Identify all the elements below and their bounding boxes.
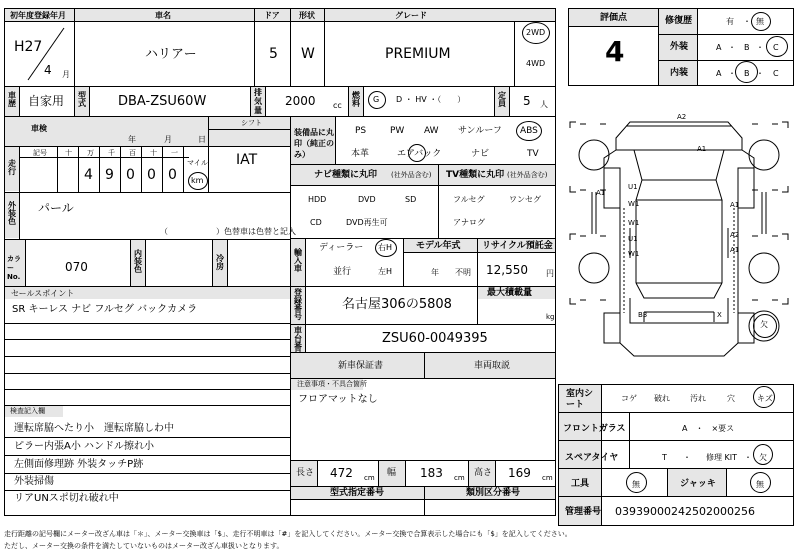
equip-leather: 本革 [351, 149, 370, 159]
cc-unit: cc [333, 101, 342, 110]
mark-a1-center: A1 [697, 145, 707, 153]
mark-a1-r2: A1 [730, 246, 740, 254]
mark-a1-left: A1 [596, 189, 606, 197]
import-label: 輸入車 [294, 248, 302, 273]
score-label: 評価点 [600, 13, 628, 23]
mark-w1-l3: W1 [628, 250, 640, 258]
int-dot1: ・ [728, 69, 736, 78]
exterior-label: 外装 [670, 42, 689, 52]
ac-label: 冷房 [216, 254, 224, 271]
mark-w1-l1: W1 [628, 200, 640, 208]
import-parallel: 並行 [333, 267, 352, 277]
equip-tv: TV [527, 149, 539, 159]
seat-burn: コゲ [621, 394, 637, 403]
tools-value: 無 [632, 480, 640, 489]
manual-doc: 車両取説 [474, 361, 511, 371]
repair-none: 無 [756, 17, 764, 26]
mileage-digit-5: 0 [168, 167, 177, 183]
fuel-label: 燃料 [352, 91, 360, 108]
capacity-label: 定員 [498, 91, 506, 108]
model-year-label: モデル年式 [416, 241, 461, 251]
mileage-unit-0: 記号 [33, 149, 47, 157]
color-no-label: カラーNo. [7, 255, 21, 281]
fuel-g: G [373, 95, 380, 104]
max-load-label: 最大積載量 [487, 288, 533, 298]
mark-a1-r1: A1 [730, 201, 740, 209]
mileage-unit-6: 一 [171, 149, 178, 157]
mark-u1-l2: U1 [628, 235, 638, 243]
max-load-kg: kg [546, 313, 555, 321]
grade: PREMIUM [385, 46, 451, 62]
year-value: H27 [14, 39, 43, 55]
height-cm: cm [542, 474, 553, 482]
warranty-doc: 新車保証書 [338, 361, 384, 371]
model-name-label: 車名 [155, 11, 171, 20]
tv-analog: アナログ [453, 218, 485, 227]
length-value: 472 [330, 466, 353, 480]
score-value: 4 [605, 35, 625, 68]
seat-tear: 破れ [654, 394, 670, 403]
import-right-h: 右H [378, 243, 393, 252]
import-dealer: ディーラー [319, 243, 364, 253]
chassis-label: 車台番 [294, 326, 302, 351]
equip-aw: AW [424, 126, 439, 136]
navi-hdd: HDD [308, 195, 327, 204]
spare-missing: 欠 [759, 453, 767, 462]
height-value: 169 [508, 466, 531, 480]
shape: W [301, 46, 315, 62]
ext-dot1: ・ [728, 43, 736, 52]
navi-sd: SD [405, 195, 417, 204]
shape-label: 形状 [299, 11, 315, 20]
displacement-label: 排気量 [254, 88, 262, 115]
navi-sub: (社外品含む) [391, 171, 432, 179]
navi-dvd-play: DVD再生可 [346, 218, 388, 227]
mark-u1-left: U1 [628, 183, 638, 191]
equip-sunroof: サンルーフ [458, 126, 502, 136]
color-value: パール [38, 201, 74, 215]
mark-missing: 欠 [760, 320, 768, 329]
length-cm: cm [364, 474, 375, 482]
inspector-line-3: 外装掃傷 [14, 476, 54, 487]
width-value: 183 [420, 466, 443, 480]
model-year-unit: 年 [431, 268, 439, 277]
interior-color-label: 内装色 [134, 249, 142, 274]
recycle-label: リサイクル預託金 [482, 241, 553, 251]
mileage-unit-2: 万 [87, 149, 94, 157]
mileage-digit-2: 9 [105, 167, 114, 183]
ext-a: A [716, 43, 722, 52]
spare-dot2: ・ [744, 453, 752, 462]
int-c: C [773, 69, 779, 78]
door-label: ドア [264, 11, 280, 20]
inspector-line-0: 運転席脇へたり小 運転席脇しわ中 [14, 423, 174, 434]
import-left-h: 左H [378, 267, 393, 276]
mileage-label: 走行 [8, 159, 16, 176]
notes-text: フロアマットなし [298, 394, 378, 405]
model-year-unknown: 不明 [455, 268, 471, 277]
inspector-line-4: リアUNスポ切れ破れ中 [14, 493, 119, 504]
mark-a2-right: A2 [730, 231, 740, 239]
int-a: A [716, 69, 722, 78]
drive-4wd: 4WD [526, 59, 546, 68]
capacity: 5 [523, 94, 531, 108]
ext-b: B [744, 43, 750, 52]
month-value: 4 [44, 63, 52, 77]
mileage-digit-4: 0 [147, 167, 156, 183]
equip-airbag-circle [408, 144, 426, 162]
int-b: B [744, 69, 750, 78]
spare-label: スペアタイヤ [565, 453, 619, 463]
recycle-yen: 円 [546, 269, 554, 278]
inspector-line-1: ピラー内張A小 ハンドル擦れ小 [14, 441, 155, 452]
navi-label: ナビ種類に丸印 [314, 170, 378, 180]
doors: 5 [269, 46, 278, 62]
mark-a2-top: A2 [677, 113, 687, 121]
notes-label: 注意事項・不具合箇所 [297, 380, 367, 388]
equip-ps: PS [355, 126, 367, 136]
drive-2wd: 2WD [526, 28, 546, 37]
height-label: 高さ [474, 468, 493, 478]
grade-label: グレード [395, 11, 427, 20]
class-designation-label: 類別区分番号 [466, 488, 521, 498]
interior-label: 内装 [670, 68, 689, 78]
mileage-unit-3: 千 [108, 149, 115, 157]
recycle-value: 12,550 [486, 263, 528, 277]
first-reg-label: 初年度登録年月 [10, 11, 66, 20]
selling-points-label: セールスポイント [11, 289, 75, 298]
model-code: DBA-ZSU60W [118, 94, 207, 109]
tv-label: TV種類に丸印 [446, 170, 505, 180]
color-note: （ ）色替車は色替と記入 [160, 227, 296, 236]
seat-dirt: 汚れ [690, 394, 706, 403]
equip-navi: ナビ [471, 149, 490, 159]
equipment-label: 装備品に丸印（純正のみ） [294, 128, 334, 159]
inspector-label: 検査記入欄 [10, 407, 45, 415]
color-no-value: 070 [65, 260, 88, 274]
navi-cd: CD [310, 218, 322, 227]
mark-b3: B3 [638, 311, 648, 319]
selling-points-text: SR キーレス ナビ フルセグ バックカメラ [12, 304, 198, 315]
footer-line-1: 走行距離の記号欄にメーター改ざん車は「＊」、メーター交換車は「$」、走行不明車は「#」を記入してください。メーター交換で合算表示した場合にも「$」を記入してください。 [4, 530, 572, 538]
tv-sub: (社外品含む) [507, 171, 548, 179]
equip-abs: ABS [520, 126, 538, 136]
mile-label: マイル [187, 159, 208, 167]
equip-airbag: エアバック [397, 149, 442, 159]
mileage-digit-3: 0 [126, 167, 135, 183]
mark-x: X [717, 311, 722, 319]
ext-dot2: ・ [756, 43, 764, 52]
repair-yes: 有 [726, 17, 734, 26]
inspection-month-unit: 月 [164, 135, 172, 144]
type-label: 型式 [78, 91, 86, 108]
width-cm: cm [454, 474, 465, 482]
spare-dot1: ・ [683, 453, 691, 462]
shift-value: IAT [236, 152, 258, 168]
mileage-unit-4: 百 [129, 149, 136, 157]
inspection-year-unit: 年 [128, 135, 136, 144]
repair-dot: ・ [743, 17, 751, 26]
glass-value: A ・ ×要ス [682, 424, 735, 433]
tv-fullseg: フルセグ [453, 195, 485, 204]
inspection-day-unit: 日 [198, 135, 206, 144]
month-unit: 月 [62, 70, 70, 79]
jack-value: 無 [756, 480, 764, 489]
seat-label: 室内シート [566, 389, 594, 410]
registration-label: 登録番号 [294, 288, 302, 321]
repair-label: 修復歴 [665, 16, 693, 26]
width-label: 幅 [387, 468, 397, 478]
chassis-value: ZSU60-0049395 [382, 331, 488, 346]
color-label: 外装色 [8, 201, 16, 226]
model-name: ハリアー [145, 47, 197, 62]
model-designation-label: 型式指定番号 [330, 488, 385, 498]
equip-pw: PW [390, 126, 405, 136]
person-unit: 人 [540, 100, 548, 109]
int-dot2: ・ [756, 69, 764, 78]
km-label: km [191, 176, 204, 185]
management-label: 管理番号 [565, 507, 602, 517]
glass-label: フロントガラス [563, 424, 626, 434]
fuel-rest: D ・ HV ・（ ） [396, 95, 466, 104]
shift-label: シフト [241, 119, 262, 127]
tools-label: 工具 [571, 479, 590, 489]
seat-hole: 穴 [727, 394, 735, 403]
usage: 自家用 [28, 94, 65, 108]
mileage-digit-1: 4 [84, 167, 93, 183]
inspection-label: 車検 [31, 124, 47, 133]
jack-label: ジャッキ [680, 479, 716, 489]
displacement: 2000 [285, 94, 316, 108]
length-label: 長さ [296, 468, 315, 478]
navi-dvd: DVD [358, 195, 376, 204]
spare-kit: 修理 KIT [706, 453, 738, 462]
usage-label: 車歴 [8, 91, 16, 108]
ext-c: C [773, 43, 779, 52]
mark-w1-l2: W1 [628, 219, 640, 227]
tv-oneseg: ワンセグ [509, 195, 541, 204]
management-value: 0393900024250200025​6 [615, 505, 755, 518]
mileage-unit-1: 十 [65, 149, 72, 157]
mileage-unit-5: 十 [150, 149, 157, 157]
seat-scratch: キズ [757, 394, 773, 403]
inspector-line-2: 左側面修理跡 外装タッチP跡 [14, 459, 144, 470]
registration-value: 名古屋306の5808 [342, 297, 452, 312]
spare-t: T [662, 453, 667, 462]
footer-line-2: ただし、メーター交換の条件を満たしていないものはメーター改ざん車扱いとなります。 [4, 542, 284, 550]
